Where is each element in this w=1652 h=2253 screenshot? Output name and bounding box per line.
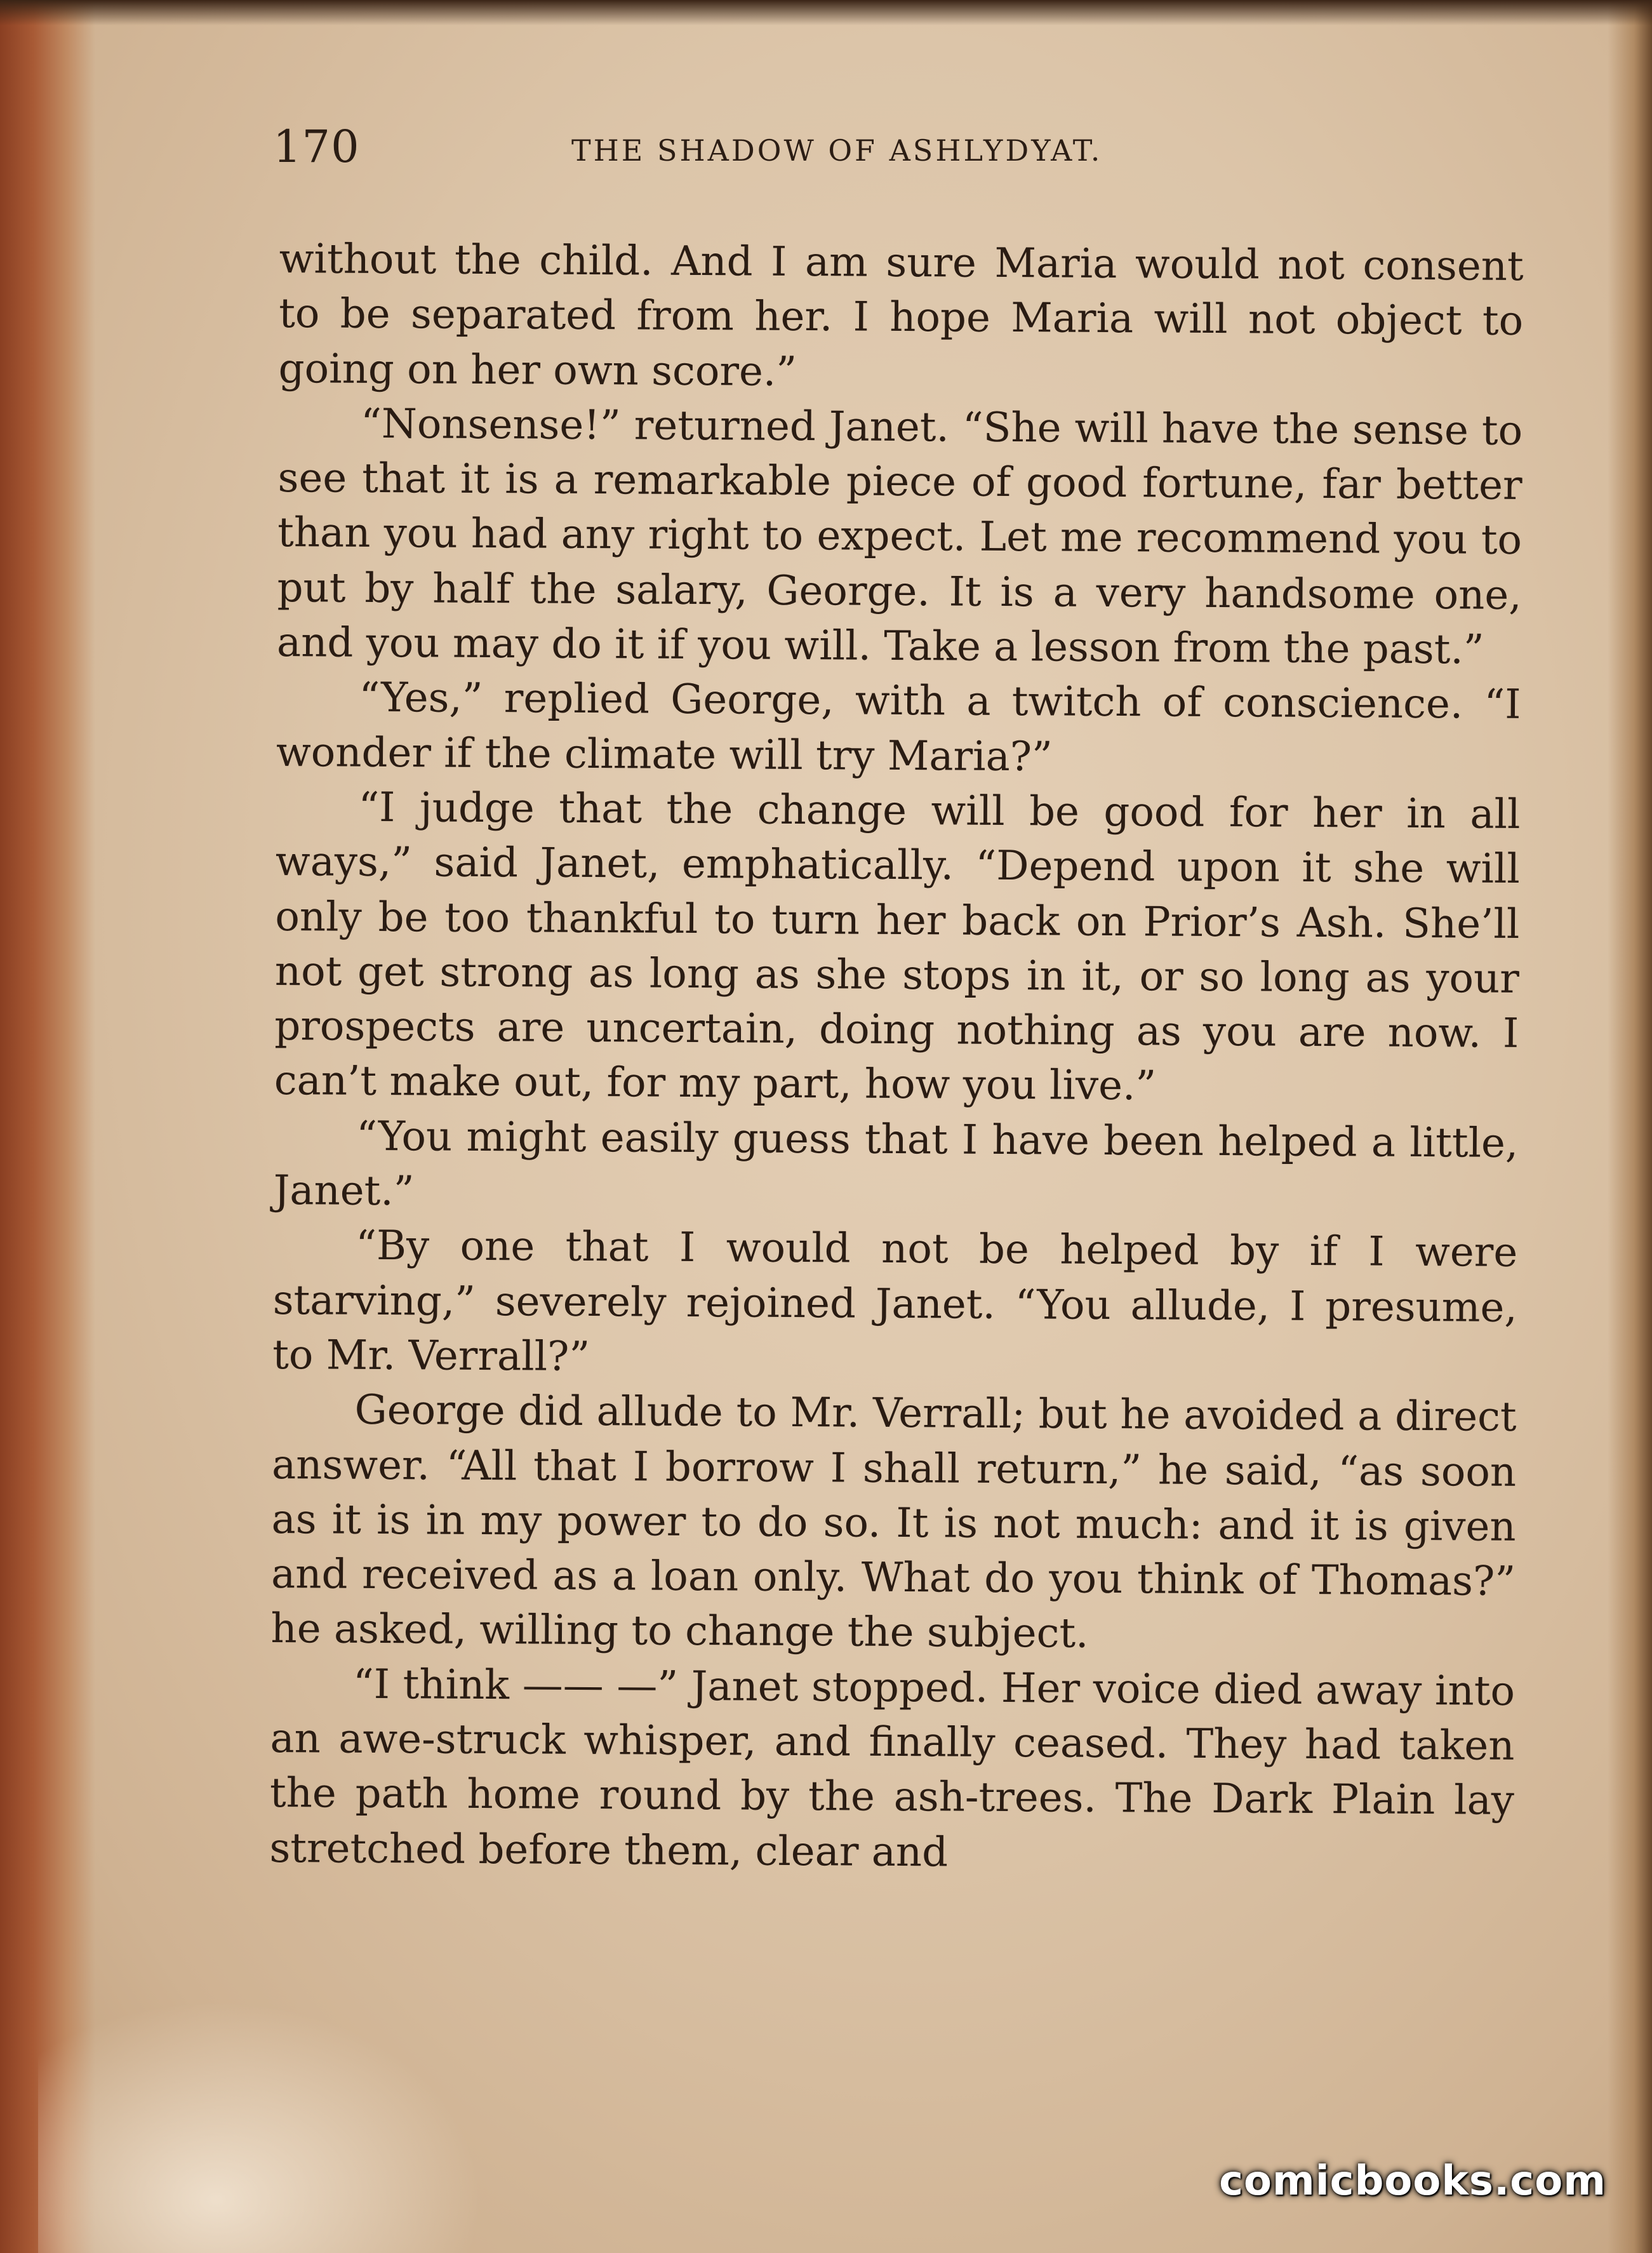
paragraph: “You might easily guess that I have been helped a little, Janet.” xyxy=(273,1113,1519,1215)
page-number: 170 xyxy=(273,121,360,173)
page-top-shadow xyxy=(0,0,1652,25)
page-light-spot xyxy=(38,2000,483,2253)
watermark: comicbooks.com xyxy=(1219,2158,1606,2205)
page-edge-shadow xyxy=(1608,0,1652,2253)
paragraph: without the child. And I am sure Maria would not consent to be separated from her. I hope Maria will not object to going on her own score.” xyxy=(278,235,1524,396)
page-spine-shadow xyxy=(0,0,95,2253)
running-title: THE SHADOW OF ASHLYDYAT. xyxy=(571,133,1103,168)
paragraph: “Nonsense!” returned Janet. “She will have the sense to see that it is a remarkable piece of good fortune, far better than you had any right to expect. Let me recommend you to put by half the salary, George. It is a very handsome one, and you may do it if you will. Take a lesson from the past.” xyxy=(276,400,1523,674)
body-text xyxy=(269,232,1524,1883)
paragraph: George did allude to Mr. Verrall; but he avoided a direct answer. “All that I borrow I shall return,” he said, “as soon as it is in my power to do so. It is not much: and it is given and received as a loan only. What do you think of Thomas?” he asked, willing to change the subject. xyxy=(270,1386,1517,1658)
page-header xyxy=(273,121,1530,178)
paragraph: “I think —— —” Janet stopped. Her voice died away into an awe-struck whisper, and finally ceased. They had taken the path home round by the ash-trees. The Dark Plain lay stretched before them, clear and xyxy=(269,1661,1515,1876)
paragraph: “I judge that the change will be good for her in all ways,” said Janet, emphatically. “Depend upon it she will only be too thankful to turn her back on Prior’s Ash. She’ll not get strong as long as she stops in it, or so long as your prospects are uncertain, doing nothing as you are now. I can’t make out, for my part, how you live.” xyxy=(274,784,1521,1110)
paragraph: “By one that I would not be helped by if I were starving,” severely rejoined Janet. “You allude, I presume, to Mr. Verrall?” xyxy=(272,1222,1518,1381)
paragraph: “Yes,” replied George, with a twitch of conscience. “I wonder if the climate will try Maria?” xyxy=(276,674,1521,781)
